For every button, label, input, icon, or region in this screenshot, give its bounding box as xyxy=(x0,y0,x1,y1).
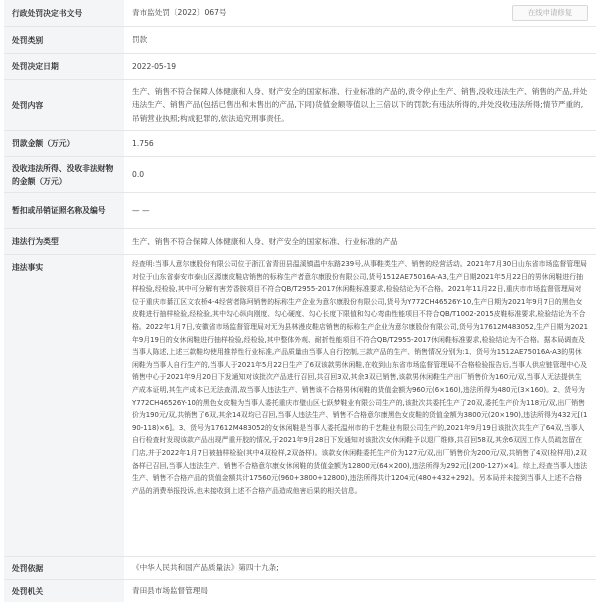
value-document-number: 青市监处罚〔2022〕067号 xyxy=(132,8,227,18)
row-confiscation-amount xyxy=(4,157,596,193)
row-penalty-authority xyxy=(4,580,596,602)
label-legal-basis: 处罚依据 xyxy=(4,557,124,579)
value-penalty-content: 生产、销售不符合保障人体健康和人身、财产安全的国家标准、行业标准的产品的,责令停止生产、销售,没收违法生产、销售的产品,并处违法生产、销售产品(包括已售出和未售出的产品,下同)货值金额等值以上三倍以下的罚款;有违法所得的,并处没收违法所得;情节严重的,吊销营业执照;构成犯罪的,依法追究刑事责任。 xyxy=(132,87,588,123)
value-penalty-authority: 青田县市场监督管理局 xyxy=(132,586,208,596)
row-legal-basis xyxy=(4,557,596,580)
label-violation-type: 违法行为类型 xyxy=(4,229,124,254)
row-violation-type xyxy=(4,229,596,255)
label-penalty-authority: 处罚机关 xyxy=(4,580,124,602)
label-violation-facts: 违法事实 xyxy=(4,255,124,556)
row-document-number xyxy=(4,0,596,27)
value-legal-basis: 《中华人民共和国产品质量法》第四十九条; xyxy=(132,563,279,573)
label-fine-amount: 罚款金额（万元） xyxy=(4,131,124,156)
row-decision-date xyxy=(4,54,596,80)
row-penalty-content xyxy=(4,80,596,131)
penalty-info-table xyxy=(4,0,596,602)
value-decision-date: 2022-05-19 xyxy=(132,61,177,71)
label-penalty-category: 处罚类别 xyxy=(4,27,124,53)
value-penalty-category: 罚款 xyxy=(132,35,148,45)
row-penalty-category xyxy=(4,27,596,54)
row-fine-amount xyxy=(4,131,596,157)
row-violation-facts xyxy=(4,255,596,557)
value-confiscation-amount: 0.0 xyxy=(132,169,145,179)
label-penalty-content: 处罚内容 xyxy=(4,80,124,130)
row-license-revocation xyxy=(4,193,596,229)
value-violation-type: 生产、销售不符合保障人体健康和人身、财产安全的国家标准、行业标准的产品 xyxy=(132,236,398,246)
label-license-revocation: 暂扣或吊销证照名称及编号 xyxy=(4,193,124,228)
label-confiscation-amount: 没收违法所得、没收非法财物的金额（万元） xyxy=(4,157,124,192)
value-violation-facts: 经查明:当事人意尔康股份有限公司位于浙江省青田县温溪镇温中东路239号,从事鞋类生产、销售的经营活动。2021年7月30日山东省市场监督管理局对位于山东省泰安市泰山区源康皮鞋店销售的标称生产者意尔康股份有限公司,货号1512AE75016A-A3,生产日期2021年5月22日的男休闲鞋进行抽样检验,经检验,其中可分解有害芳香胺项目不符合QB/T2955-2017休闲鞋标准要求,检验结论为不合格。2021年11月22日,重庆市市场监督管理局对位于重庆市綦江区文农桥4-4经营者陈珂销售的标称生产企业为意尔康股份有限公司,货号为Y772CH46526Y-10,生产日期为2021年9月7日的黑色女皮鞋进行抽样检验,经检验,其中勾心纵向刚度、勾心硬度、勾心长度下限值和勾心弯曲性能项目不符合QB/T1002-2015皮鞋标准要求,检验结论为不合格。2022年1月7日,安徽省市场监督管理局对无为县林漫皮鞋店销售的标称生产企业为意尔康股份有限公司,货号为17612M483052,生产日期为2021年9月19日的女休闲鞋进行抽样检验,经检验,其中整体外观、耐折性能项目不符合QB/T2955-2017休闲鞋标准要求,检验结论为不合格。据本局调查及当事人陈述,上述三款鞋均使用推荐性行业标准,产品质量由当事人自行控制,三款产品的生产、销售情况分别为:1、货号为1512AE75016A-A3的男休闲鞋为当事人自行生产的,当事人于2021年5月22日生产了6双该款男休闲鞋,在收到山东省市场监督管理局不合格检验报告后,当事人供应链管理中心及销售中心于2021年9月20日下发通知对该批次产品进行召回,共召回3双,其余3双已销售,该款男休闲鞋生产出厂销售价为160元/双,当事人无法提供生产成本证明,其生产成本已无法查清,故当事人违法生产、销售该不合格男休闲鞋的货值金额为960元(6×160),违法所得为480元(3×160)。2、货号为Y772CH46526Y-10的黑色女皮鞋为当事人委托重庆市璧山区七跃梦鞋业有限公司生产的,该批次共委托生产了20双,委托生产价为118元/双,出厂销售价为190元/双,共销售了6双,其余14双均已召回,当事人违法生产、销售不合格意尔康黑色女皮鞋的货值金额为3800元(20×190),违法所得为432元[(190-118)×6]。3、货号为17612M483052的女休闲鞋是当事人委托温州市的千艺鞋业有限公司生产的,2021年9月19日该批次共生产了64双,当事人自行检查时发现该款产品出现严重开胶的情况,于2021年9月28日下发通知对该批次女休闲鞋予以退厂维修,共召回58双,其余6双因工作人员疏忽留在门店,并于2022年1月7日被抽样检验(其中4双检样,2双备样)。该款女休闲鞋委托生产价为127元/双,出厂销售价为200元/双,共销售了4双(检样用),2双备样已召回,当事人违法生产、销售不合格意尔康女休闲鞋的货值金额为12800元(64×200),违法所得为292元[(200-127)×4]。综上,经查当事人违法生产、销售不合格产品的货值金额共计17560元(960+3800+12800),违法所得共计1204元(480+432+292)。另本局并未接到当事人上述不合格产品的消费举报投诉,也未接收到上述不合格产品造成他害后果的相关信息。 xyxy=(132,260,588,495)
value-fine-amount: 1.756 xyxy=(132,138,154,148)
online-repair-request-button[interactable]: 在线申请修复 xyxy=(512,5,588,21)
label-document-number: 行政处罚决定书文号 xyxy=(4,0,124,26)
label-decision-date: 处罚决定日期 xyxy=(4,54,124,79)
value-license-revocation: — — xyxy=(132,205,150,215)
